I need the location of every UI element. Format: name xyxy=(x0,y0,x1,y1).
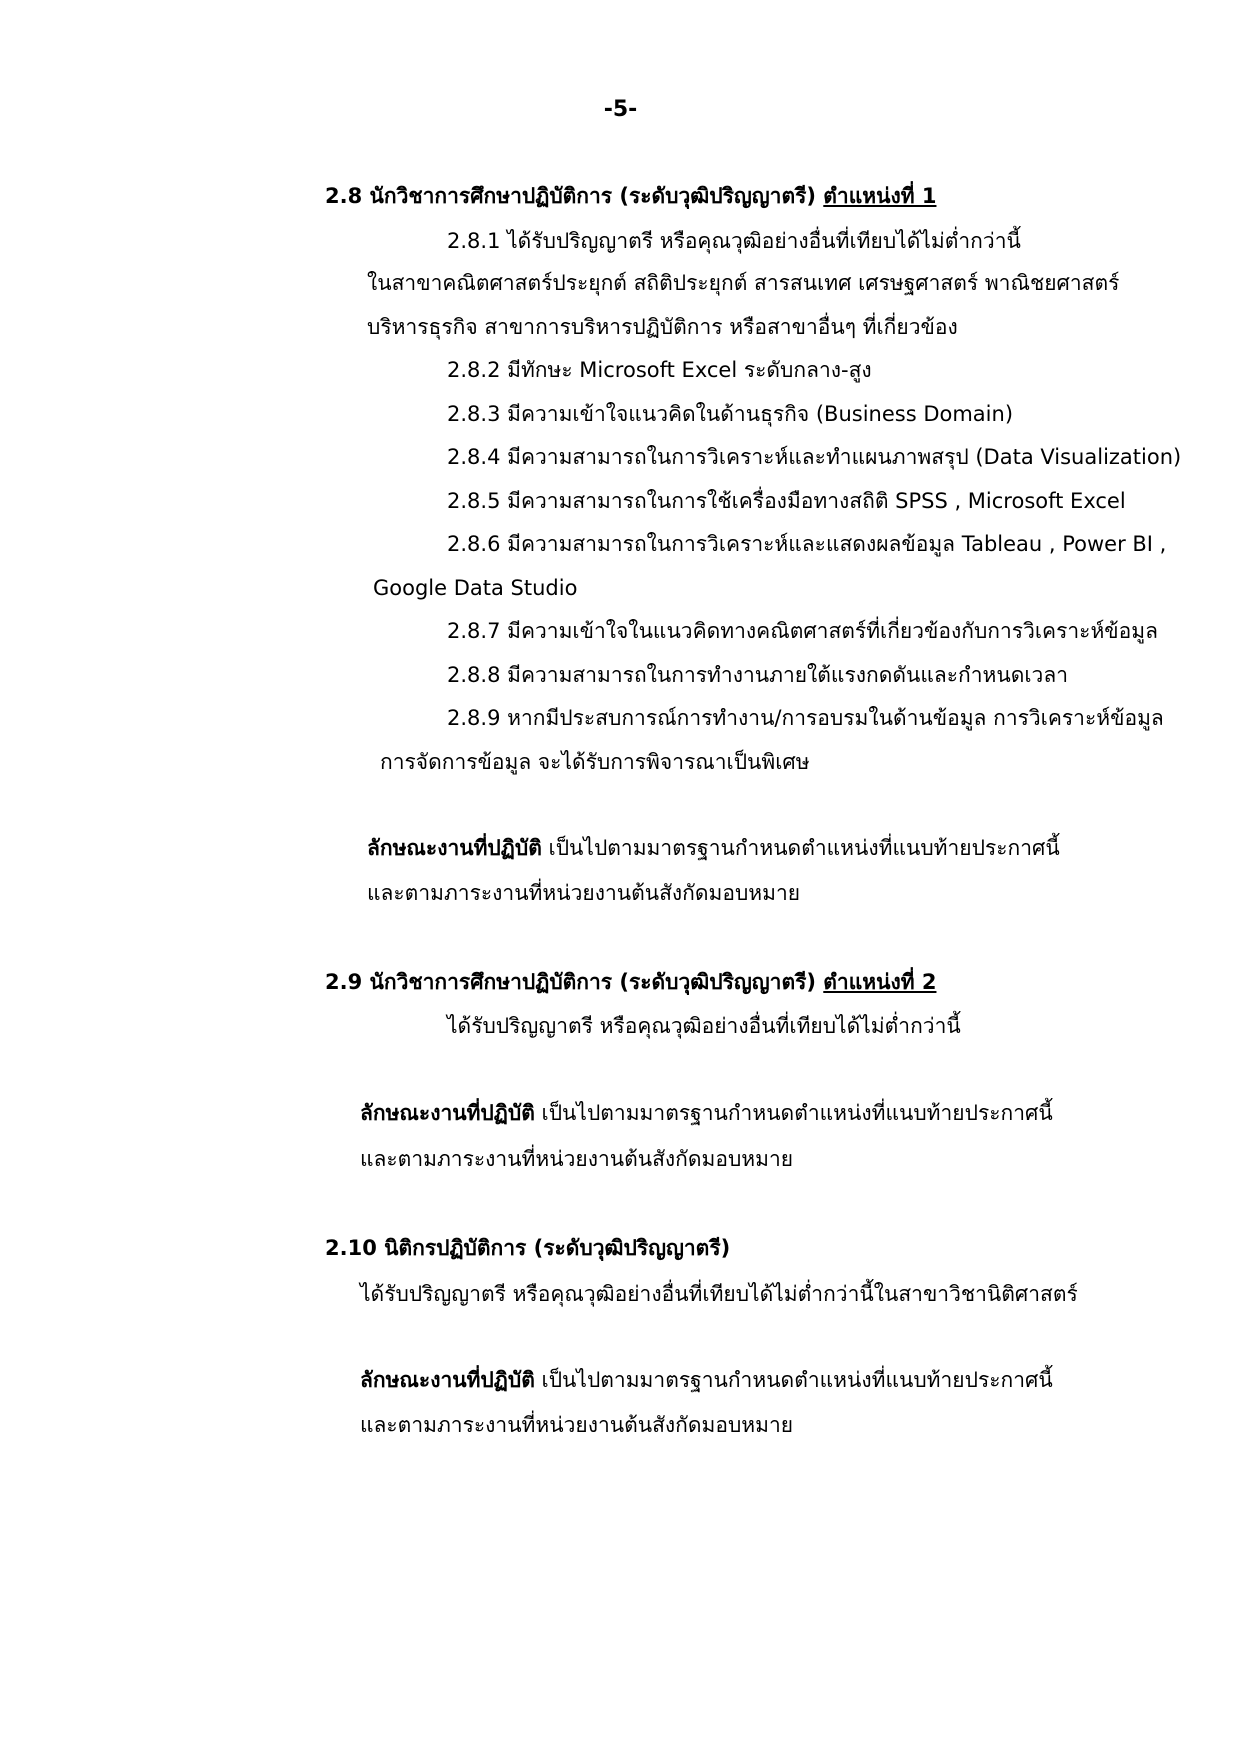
section-2-10-duty xyxy=(360,1366,1053,1394)
item-2-8-1-cont-2: บริหารธุรกิจ สาขาการบริหารปฏิบัติการ หรือสาขาอื่นๆ ที่เกี่ยวข้อง xyxy=(367,315,958,339)
section-2-8-duty-text: เป็นไปตามมาตรฐานกำหนดตำแหน่งที่แนบท้ายประกาศนี้ xyxy=(548,836,1060,860)
item-2-8-1-cont-1: ในสาขาคณิตศาสตร์ประยุกต์ สถิติประยุกต์ สารสนเทศ เศรษฐศาสตร์ พาณิชยศาสตร์ xyxy=(367,271,1120,295)
item-2-8-8: 2.8.8 มีความสามารถในการทำงานภายใต้แรงกดดันและกำหนดเวลา xyxy=(447,663,1068,687)
section-2-8-duty xyxy=(367,834,1060,862)
section-2-9-duty-label: ลักษณะงานที่ปฏิบัติ xyxy=(360,1101,535,1125)
section-2-9-duty-line2: และตามภาระงานที่หน่วยงานต้นสังกัดมอบหมาย xyxy=(360,1147,794,1171)
section-2-10-requirement: ได้รับปริญญาตรี หรือคุณวุฒิอย่างอื่นที่เทียบได้ไม่ต่ำกว่านี้ในสาขาวิชานิติศาสตร์ xyxy=(360,1282,1078,1306)
section-2-9-position: ตำแหน่งที่ 2 xyxy=(823,970,937,994)
page-number: -5- xyxy=(603,97,638,122)
item-2-8-6: 2.8.6 มีความสามารถในการวิเคราะห์และแสดงผลข้อมูล Tableau , Power BI , xyxy=(447,532,1167,556)
section-2-10-duty-line2: และตามภาระงานที่หน่วยงานต้นสังกัดมอบหมาย xyxy=(360,1413,794,1437)
section-2-9-duty xyxy=(360,1099,1053,1127)
section-2-10-duty-text: เป็นไปตามมาตรฐานกำหนดตำแหน่งที่แนบท้ายประกาศนี้ xyxy=(541,1368,1053,1392)
section-2-9-heading xyxy=(325,968,936,996)
section-2-9-title: 2.9 นักวิชาการศึกษาปฏิบัติการ (ระดับวุฒิปริญญาตรี) xyxy=(325,970,816,994)
item-2-8-7: 2.8.7 มีความเข้าใจในแนวคิดทางคณิตศาสตร์ที่เกี่ยวข้องกับการวิเคราะห์ข้อมูล xyxy=(447,619,1158,643)
item-2-8-9-cont: การจัดการข้อมูล จะได้รับการพิจารณาเป็นพิเศษ xyxy=(380,750,810,774)
item-2-8-1: 2.8.1 ได้รับปริญญาตรี หรือคุณวุฒิอย่างอื่นที่เทียบได้ไม่ต่ำกว่านี้ xyxy=(447,229,1021,253)
item-2-8-6-cont: Google Data Studio xyxy=(373,576,578,600)
item-2-8-4: 2.8.4 มีความสามารถในการวิเคราะห์และทำแผนภาพสรุป (Data Visualization) xyxy=(447,445,1182,469)
section-2-9-requirement: ได้รับปริญญาตรี หรือคุณวุฒิอย่างอื่นที่เทียบได้ไม่ต่ำกว่านี้ xyxy=(447,1014,961,1038)
item-2-8-9: 2.8.9 หากมีประสบการณ์การทำงาน/การอบรมในด้านข้อมูล การวิเคราะห์ข้อมูล xyxy=(447,706,1164,730)
section-2-10-heading: 2.10 นิติกรปฏิบัติการ (ระดับวุฒิปริญญาตรี) xyxy=(325,1236,731,1260)
item-2-8-5: 2.8.5 มีความสามารถในการใช้เครื่องมือทางสถิติ SPSS , Microsoft Excel xyxy=(447,489,1126,513)
item-2-8-3: 2.8.3 มีความเข้าใจแนวคิดในด้านธุรกิจ (Business Domain) xyxy=(447,402,1014,426)
section-2-8-position: ตำแหน่งที่ 1 xyxy=(823,184,937,208)
section-2-8-heading xyxy=(325,182,936,210)
section-2-8-duty-label: ลักษณะงานที่ปฏิบัติ xyxy=(367,836,542,860)
section-2-10-duty-label: ลักษณะงานที่ปฏิบัติ xyxy=(360,1368,535,1392)
section-2-8-title: 2.8 นักวิชาการศึกษาปฏิบัติการ (ระดับวุฒิปริญญาตรี) xyxy=(325,184,816,208)
section-2-9-duty-text: เป็นไปตามมาตรฐานกำหนดตำแหน่งที่แนบท้ายประกาศนี้ xyxy=(541,1101,1053,1125)
item-2-8-2: 2.8.2 มีทักษะ Microsoft Excel ระดับกลาง-สูง xyxy=(447,358,872,382)
section-2-8-duty-line2: และตามภาระงานที่หน่วยงานต้นสังกัดมอบหมาย xyxy=(367,881,801,905)
